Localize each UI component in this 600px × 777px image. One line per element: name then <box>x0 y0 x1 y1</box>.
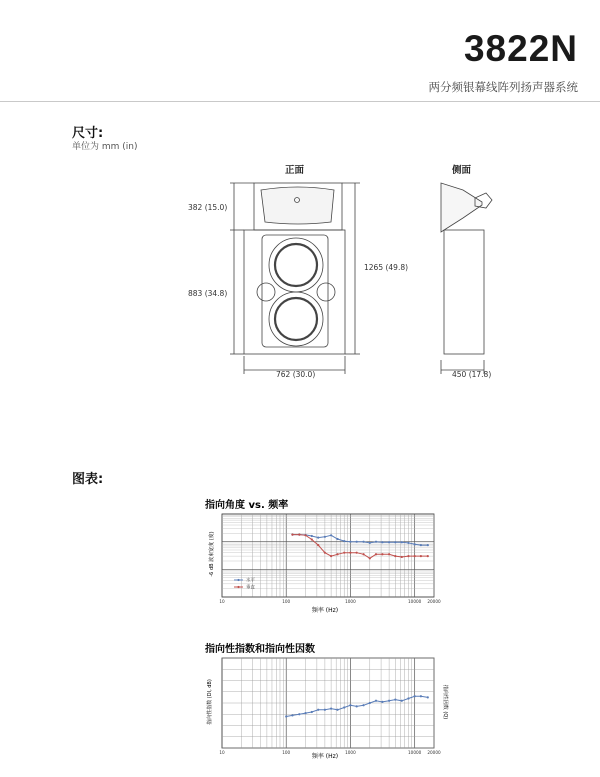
lower-woofer-cone <box>275 298 317 340</box>
data-point <box>414 695 416 697</box>
data-point <box>407 542 409 544</box>
chart2-title: 指向性指数和指向性因数 <box>205 644 315 655</box>
data-point <box>407 697 409 699</box>
data-point <box>375 700 377 702</box>
legend-label: 水平 <box>246 578 255 584</box>
product-subtitle: 两分频银幕线阵列扬声器系统 <box>428 80 578 94</box>
x-tick-label: 1000 <box>345 599 356 604</box>
x-tick-label: 20000 <box>427 599 441 604</box>
upper-woofer-cone <box>275 244 317 286</box>
data-point <box>311 535 313 537</box>
x-tick-label: 10 <box>219 750 225 755</box>
data-point <box>362 541 364 543</box>
data-point <box>298 534 300 536</box>
charts-heading: 图表: <box>72 472 104 487</box>
depth-dim: 450 (17.8) <box>452 370 492 379</box>
upper-woofer <box>269 238 323 292</box>
data-point <box>407 555 409 557</box>
side-horn <box>441 183 482 232</box>
data-point <box>356 552 358 554</box>
data-point <box>291 714 293 716</box>
chart1-legend <box>234 577 255 591</box>
lower-woofer <box>269 292 323 346</box>
cabinet-height-dim: 883 (34.8) <box>188 289 228 298</box>
data-point <box>343 540 345 542</box>
data-point <box>401 541 403 543</box>
data-point <box>420 555 422 557</box>
data-point <box>427 544 429 546</box>
data-point <box>356 705 358 707</box>
series-line-1 <box>292 535 427 559</box>
model-title: 3822N <box>463 28 578 69</box>
chart1-ticks <box>219 599 441 604</box>
front-view-label: 正面 <box>285 165 305 176</box>
x-tick-label: 100 <box>282 599 291 604</box>
data-point <box>388 553 390 555</box>
chart1-ylabel: -6 dB 波束宽度 (度) <box>209 531 215 577</box>
data-point <box>304 534 306 536</box>
data-point <box>401 556 403 558</box>
charts-area <box>0 490 600 777</box>
chart1-title: 指向角度 vs. 频率 <box>205 500 289 511</box>
data-point <box>394 555 396 557</box>
x-tick-label: 10000 <box>408 750 422 755</box>
horn-mouth <box>261 187 334 224</box>
data-point <box>414 543 416 545</box>
data-point <box>388 700 390 702</box>
units-note: 单位为 mm (in) <box>72 142 138 152</box>
right-port <box>317 283 335 301</box>
data-point <box>324 536 326 538</box>
data-point <box>369 702 371 704</box>
x-tick-label: 1000 <box>345 750 356 755</box>
data-point <box>336 553 338 555</box>
data-point <box>401 700 403 702</box>
data-point <box>381 541 383 543</box>
data-point <box>285 715 287 717</box>
data-point <box>381 701 383 703</box>
data-point <box>330 708 332 710</box>
data-point <box>427 696 429 698</box>
data-point <box>349 552 351 554</box>
data-point <box>311 711 313 713</box>
data-point <box>375 553 377 555</box>
data-point <box>343 552 345 554</box>
data-point <box>356 541 358 543</box>
data-point <box>369 557 371 559</box>
data-point <box>317 709 319 711</box>
data-point <box>420 544 422 546</box>
dimensions-heading: 尺寸: <box>72 126 104 141</box>
data-point <box>427 555 429 557</box>
data-point <box>298 713 300 715</box>
left-port <box>257 283 275 301</box>
data-point <box>330 555 332 557</box>
data-point <box>394 699 396 701</box>
legend-marker <box>237 586 239 588</box>
side-cabinet <box>444 230 484 354</box>
data-point <box>336 538 338 540</box>
data-point <box>394 541 396 543</box>
horn-height-dim: 382 (15.0) <box>188 203 228 212</box>
data-point <box>420 695 422 697</box>
total-height-dim: 1265 (49.8) <box>364 263 409 272</box>
chart2-ylabel: 指向性指数 (DI, dB) <box>207 679 213 725</box>
side-view-label: 侧面 <box>452 165 472 176</box>
data-point <box>330 534 332 536</box>
data-point <box>311 538 313 540</box>
width-dim: 762 (30.0) <box>276 370 316 379</box>
data-point <box>381 553 383 555</box>
data-point <box>324 552 326 554</box>
x-tick-label: 10000 <box>408 599 422 604</box>
x-tick-label: 100 <box>282 750 291 755</box>
chart2-grid <box>222 658 434 748</box>
chart2-xlabel: 频率 (Hz) <box>311 753 339 760</box>
woofer-baffle <box>262 235 328 347</box>
data-point <box>324 709 326 711</box>
x-tick-label: 20000 <box>427 750 441 755</box>
data-point <box>362 553 364 555</box>
data-point <box>375 541 377 543</box>
data-point <box>343 706 345 708</box>
data-point <box>349 541 351 543</box>
data-point <box>414 555 416 557</box>
data-point <box>362 704 364 706</box>
data-point <box>317 544 319 546</box>
data-point <box>304 712 306 714</box>
data-point <box>317 537 319 539</box>
data-point <box>291 534 293 536</box>
legend-marker <box>237 579 239 581</box>
data-point <box>388 541 390 543</box>
x-tick-label: 10 <box>219 599 225 604</box>
chart2-y2label: 指向性因数 (Q) <box>442 684 448 720</box>
data-point <box>336 709 338 711</box>
legend-label: 垂直 <box>246 585 255 591</box>
chart1-xlabel: 频率 (Hz) <box>311 607 339 614</box>
data-point <box>349 704 351 706</box>
data-point <box>369 542 371 544</box>
